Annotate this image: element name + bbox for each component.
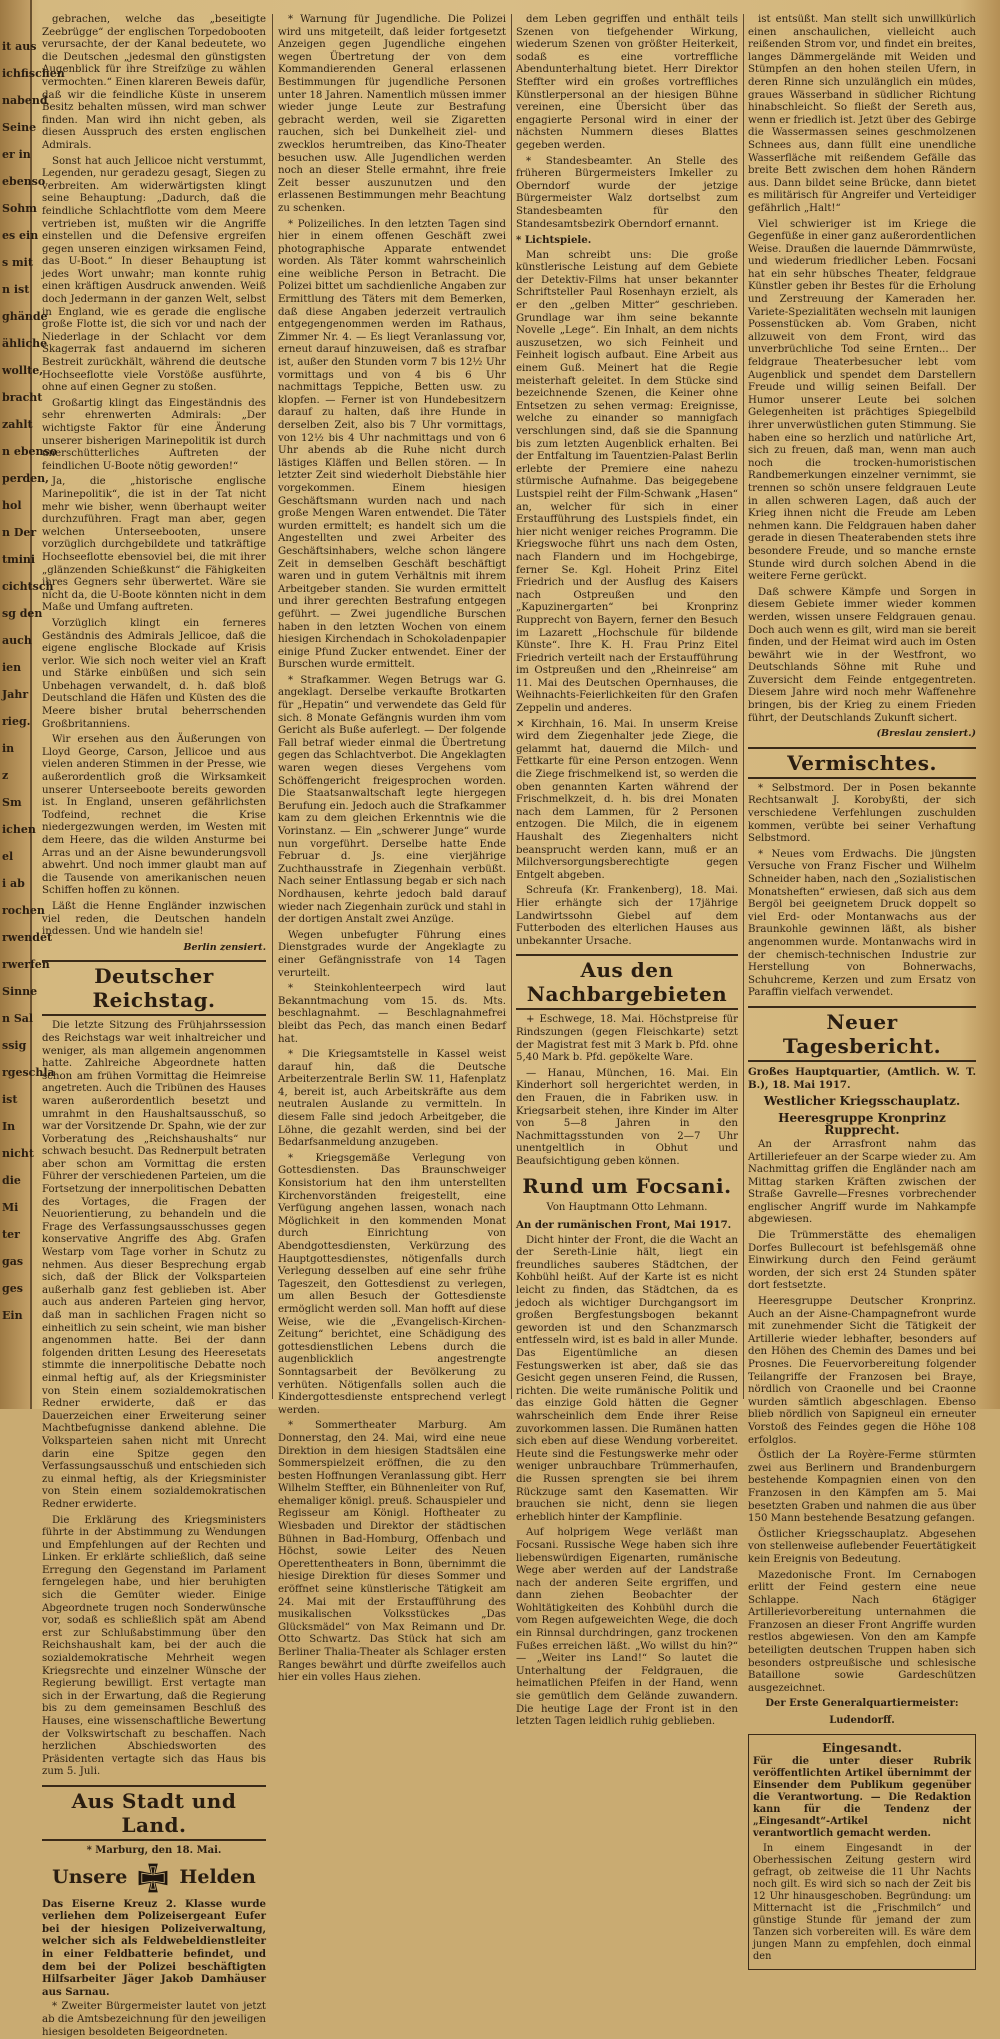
- gutter-fragment: n Sal: [2, 1012, 34, 1025]
- lichtspiele-heading: * Lichtspiele.: [516, 234, 592, 247]
- headline-vermischtes: Vermischtes.: [748, 747, 976, 779]
- gutter-fragment: es ein: [2, 229, 39, 242]
- gutter-fragment: nabend: [2, 94, 48, 107]
- article-paragraph: Sonst hat auch Jellicoe nicht verstummt, Legenden, nur geradezu gesagt, Siegen zu verbreiten. Am widerwärtigsten klingt seine Behauptung: „Dadurch, daß die feindliche Schlachtflotte vom dem Meere vertrieben ist, mußten wir die Angriffe einstellen und die Defensive ergreifen gegen unseren einzigen wirksamen Feind, das U-Boot.“ In dieser Behauptung ist jedes Wort unwahr; man konnte ruhig einen kräftigen Ausdruck anwenden. Weiß doch Jedermann in der ganzen Welt, selbst in England, wie es gerade die englische große Flotte ist, die sich vor und nach der Niederlage in der Schlacht vor dem Skagerrak fast andauernd im sicheren Bestreit zurückhält, während die deutsche Hochseeflotte viele Vorstöße ausführte, ohne auf einen Gegner zu stoßen.: [42, 155, 266, 394]
- local-news-paragraph: * Strafkammer. Wegen Betrugs war G. angeklagt. Derselbe verkaufte Brotkarten für „Hepatin“ und verwendete das Geld für sich. 8 Monate Gefängnis wurden ihm vom Gericht als Buße auferlegt. — Der folgende Fall betraf wieder einmal die Übertretung gegen das Schlachtverbot. Die Angeklagten waren wegen dieses Vergehens vom Schöffengericht freigesprochen worden. Die Staatsanwaltschaft legte hiergegen Berufung ein. Jedoch auch die Strafkammer kam zu dem gleichen Erkenntnis wie die Vorinstanz. — Ein „schwerer Junge“ wurde nun vorgeführt. Derselbe hatte Ende Februar d. Js. eine vierjährige Zuchthausstrafe in Ziegenhain verbüßt. Nach seiner Entlassung begab er sich nach Nordhausen, kehrte jedoch bald darauf wieder nach Ziegenhain zurück und stahl in der dortigen Anstalt zwei Anzüge.: [278, 674, 506, 926]
- gutter-fragment: ter: [2, 1228, 20, 1241]
- article-lichtspiele: Man schreibt uns: Die große künstlerische Leistung auf dem Gebiete der Detektiv-Films hat unser bekannter Schriftsteller Paul Rosenhayn erzielt, als er den „gelben Mitter“ geschrieben. Grundlage war ihm seine bekannte Novelle „Lege“. Ein Inhalt, an dem nichts auszusetzen, wo sich Feinheit und Feinheit logisch aufbaut. Eine Arbeit aus einem Guß. Meinert hat die Regie meisterhaft geleitet. In dem Stücke sind bezeichnende Szenen, die Keiner ohne Entsetzen zu sehen vermag: Ereignisse, welche zu einander so mannigfach verschlungen sind, daß sie die Spannung bis zum letzten Augenblick erhalten. Bei der Entfaltung im Tauentzien-Palast Berlin erlebte der Premiere eine nahezu stürmische Aufnahme. Das beigegebene Lustspiel reiht der Film-Schwank „Hasen“ an, welcher für sich in einer Erstaufführung des Lustspiels findet, ein hier nicht weniger reiches Programm. Die Kriegswoche führt uns nach dem Osten, nach Flandern und im Hochgebirge, ferner Se. Kgl. Hoheit Prinz Eitel Friedrich und der Ausflug des Kaisers nach Ostpreußen und den „Kapuzinergarten“ bei Kronprinz Rupprecht von Bayern, ferner den Besuch im Lazarett „Hochschule für bildende Künste“. Ihre K. H. Frau Prinz Eitel Friedrich verteilt nach der Erstaufführung im Ostpreußen und den „Rheinreise“ am 11. Mai des Deutschen Opernhauses, die Weihnachts-Feierlichkeiten für den Grafen Zeppelin und anderes.: [516, 249, 738, 715]
- signature-name: Ludendorff.: [829, 1715, 895, 1727]
- gutter-fragment: hol: [2, 499, 22, 512]
- gutter-fragment: nicht: [2, 1147, 34, 1160]
- gutter-fragment: Ein: [2, 1309, 23, 1322]
- gutter-fragment: auch: [2, 634, 32, 647]
- gutter-fragment: Sm: [2, 796, 22, 809]
- gutter-fragment: ghände: [2, 310, 48, 323]
- article-heroes: Das Eiserne Kreuz 2. Klasse wurde verliehen dem Polizeisergeant Eufer bei der hiesigen Polizeiverwaltung, welcher sich als Feldwebeldienstleiter in einer Feldbatterie befindet, und dem bei der Polizei beschäftigten Hilfsarbeiter Jäger Jakob Damhäuser aus Sarnau.: [42, 1897, 266, 1998]
- column-4: [748, 14, 976, 1962]
- article-paragraph: Daß schwere Kämpfe und Sorgen in diesem Gebiete immer wieder kommen werden, wissen unsere Feldgrauen genau. Doch auch wenn es gilt, wird man sie bereit finden, und der Heimat wird auch im Osten bewährt wie in der Westfront, wo Deutschlands Söhne mit Ruhe und Zuversicht dem Feinde entgegentreten. Diesem Jahre wird noch mehr Waffenehre bringen, bis der Krieg zu einem Frieden führt, der Deutschlands Zukunft sichert.: [748, 586, 976, 724]
- headline-nachbargebieten: Aus den Nachbargebieten: [516, 954, 738, 1010]
- gutter-fragment: in: [2, 742, 15, 755]
- article-paragraph: Vorzüglich klingt ein ferneres Geständnis des Admirals Jellicoe, daß die eigene englische Blockade auf Krisis verlor. Wie sich noch weiter viel an Kraft und Stärke einbüßen und sich sein Unbehagen verwandelt, d. h. daß bloß Deutschland die Häfen und Küsten des die Meere bisher brutal beherrschenden Großbritanniens.: [42, 617, 266, 730]
- gutter-fragment: Mi: [2, 1201, 19, 1214]
- signature-title: Der Erste Generalquartiermeister:: [765, 1698, 959, 1710]
- banner-word-left: Unsere: [52, 1866, 128, 1889]
- gutter-fragment: ebenso: [2, 175, 46, 188]
- gutter-fragment: sg den: [2, 607, 43, 620]
- local-news-paragraph: * Kriegsgemäße Verlegung von Gottesdiensten. Das Braunschweiger Konsistorium hat den ihm unterstellten Kirchenvorständen freigestellt, eine Verfügung angehen lassen, wonach nach Möglichkeit in den kommenden Monat durch Einrichtung von Abendgottesdiensten, Verkürzung des Hauptgottesdienstes, nötigenfalls durch Verlegung desselben auf eine sehr frühe Tageszeit, den Gottesdienst zu verlegen, um allen Besuch der Gottesdienste ermöglicht werden soll. Man hofft auf diese Weise, wie die „Evangelisch-Kirchen-Zeitung“ berichtet, eine Schädigung des gottesdienstlichen Lebens durch die augenblicklich angestrengte Sonntagsarbeit der Bevölkerung zu verhüten. Nötigenfalls sollen auch die Kindergottesdienste entsprechend verlegt werden.: [278, 1152, 506, 1416]
- war-report-paragraph: Die Trümmerstätte des ehemaligen Dorfes Bullecourt ist befehlsgemäß ohne Einwirkung durch den Feind geräumt worden, der sich erst 24 Stunden später dort festsetzte.: [748, 1230, 976, 1292]
- article-paragraph: ist entsüßt. Man stellt sich unwillkürlich einen anschaulichen, vielleicht auch reißenden Strom vor, und findet ein breites, langes Dämmergelände mit Weiden und Stümpfen an den hohen steilen Ufern, in deren Rinne sich unzulänglich ein müdes, graues Wässerband in südlicher Richtung hinabschleicht. So fließt der Sereth aus, wenn er friedlich ist. Jetzt über des Gebirge die Wassermassen seines geschmolzenen Schnees aus, dann füllt eine unendliche Wasserfläche mit reißendem Gefälle das breite Bett zwischen dem hohen Rändern aus. Dann bildet seine Brücke, dann bietet es militärisch für Angreifer und Verteidiger gefährlich „Halt!“: [748, 14, 976, 214]
- gutter-fragment: tmini: [2, 553, 36, 566]
- banner-word-right: Helden: [179, 1866, 256, 1889]
- dateline-marburg: * Marburg, den 18. Mai.: [86, 1844, 222, 1856]
- gutter-fragment: gas: [2, 1255, 24, 1268]
- column-rule: [511, 14, 512, 1399]
- war-report-paragraph: An der Arrasfront nahm das Artilleriefeuer an der Scarpe wieder zu. Am Nachmittag griffen die Engländer nach am Mittag starken Kräften zwischen der Straße Gavrelle—Fresnes vorbrechender englischer Angriff wurde im Nahkampfe abgewiesen.: [748, 1138, 976, 1226]
- gutter-fragment: rochen: [2, 904, 45, 917]
- local-news-paragraph: * Die Kriegsamtstelle in Kassel weist darauf hin, daß die Deutsche Arbeiterzentrale Berlin SW. 11, Hafenplatz 4, bereit ist, auch Arbeitskräfte aus dem neutralen Auslande zu vermitteln. In diesem Falle sind jedoch Arbeitgeber, die Löhne, die gezahlt werden, sind bei der Bedarfsanmeldung anzugeben.: [278, 1049, 506, 1149]
- gutter-fragment: rwendet: [2, 931, 53, 944]
- article-paragraph: Wir ersehen aus den Äußerungen von Lloyd George, Carson, Jellicoe und aus vielen anderen Stimmen in der Presse, wie außerordentlich groß die Wirksamkeit unserer Unterseeboote bereits geworden ist. In England, unseren gefährlichsten Todfeind, rechnet die Krise niedergezwungen werden, im Westen mit dem Heere, das die wilden Ansturme bei Arras und an der Aisne bewunderungsvoll abwehrt. Und noch immer glaubt man auf die Tausende von amerikanischen neuen Schiffen hoffen zu können.: [42, 734, 266, 897]
- war-report-paragraph: Östlich der La Royère-Ferme stürmten zwei aus Berlinern und Brandenburgern bestehende Kompagnien einen von den Franzosen in den Kämpfen am 5. Mai besetzten Graben und nahmen die aus über 150 Mann bestehende Besatzung gefangen.: [748, 1450, 976, 1525]
- article-paragraph: gebrachen, welche das „beseitigte Zeebrügge“ der englischen Torpedobooten verursachte, der der Kanal bedeutete, wo die Deutschen „jedesmal den günstigsten Augenblick für ihre Streifzüge zu wählen vermochten.“ Einen klareren Beweis dafür, daß wir die feindliche Küste in unserem Besitz behalten müssen, wird man schwer finden. Man wird ihn nicht geben, als diesen Ausspruch des ersten englischen Admirals.: [42, 14, 266, 151]
- gutter-fragment: bracht: [2, 391, 43, 404]
- gutter-fragment: rwerfen: [2, 958, 50, 971]
- censor-note: Berlin zensiert.: [183, 941, 266, 953]
- article-zweiter-buergermeister: * Zweiter Bürgermeister lautet von jetzt ab die Amtsbezeichnung für den jeweiligen hiesigen besoldeten Beigeordneten.: [42, 2001, 266, 2038]
- gutter-fragment: rieg.: [2, 715, 31, 728]
- gutter-fragment: ichen: [2, 823, 36, 836]
- gutter-fragment: Sohm: [2, 202, 37, 215]
- eingesandt-box: [748, 1734, 976, 1970]
- article-paragraph: Läßt die Henne Engländer inzwischen viel reden, die Deutschen handeln indessen. Und wie handeln sie!: [42, 900, 266, 938]
- gutter-fragment: perden,: [2, 472, 50, 485]
- iron-cross-icon: [137, 1862, 169, 1894]
- war-report-paragraph: Mazedonische Front. Im Cernabogen erlitt der Feind gestern eine neue Schlappe. Nach 6tägiger Artillerievorbereitung unternahmen die Franzosen an dieser Front Angriffe wurden restlos abgewiesen. Von den am Kampfe beteiligten deutschen Truppen haben sich besonders ostpreußische und schlesische Bataillone sowie Gardeschützen ausgezeichnet.: [748, 1569, 976, 1694]
- column-1: [42, 14, 266, 2038]
- focsani-paragraph: Dicht hinter der Front, die die Wacht an der Sereth-Linie hält, liegt ein freundliches sauberes Städtchen, der Kohbühl heißt. Auf der Karte ist es nicht leicht zu finden, das Städtchen, da es jedoch als wichtiger Durchgangsort im großen Bergfestungsbogen bekannt geworden ist und den Schanzmarsch entfesseln wird, ist es bald in aller Munde. Das Eigentümliche an diesen Festungswerken ist aber, daß sie das Gesicht gegen unseren Feind, die Russen, richten. Die weite rumänische Politik und das einzige Gold hätten die Gegner wahrscheinlich dem Ende ihrer Reise zuvorkommen lassen. Die Rumänen hatten sich eben auf diese Wendung vorbereitet. Heute sind die Festungswerke mehr oder weniger unbrauchbare Trümmerhaufen, die Russen sprengten sie bei ihrem Rückzuge samt den Kasematten. Wir brauchen sie nicht, denn sie liegen erheblich hinter der Kampflinie.: [516, 1234, 738, 1523]
- gutter-fragment: s mit: [2, 256, 33, 269]
- section-army-group: Heeresgruppe Kronprinz Rupprecht.: [778, 1110, 946, 1138]
- gutter-fragment: Seine: [2, 121, 37, 134]
- eingesandt-disclaimer: Für die unter dieser Rubrik veröffentlichten Artikel übernimmt der Einsender dem Publikum gegenüber die Verantwortung. — Die Redaktion kann für die Tendenz der „Eingesandt“-Artikel nicht verantwortlich gemacht werden.: [753, 1755, 971, 1839]
- gutter-fragment: cichtsch: [2, 580, 54, 593]
- left-page-edge: [0, 0, 65, 1409]
- local-news-paragraph: Wegen unbefugter Führung eines Dienstgrades wurde der Angeklagte zu einer Gefängnisstrafe von 14 Tagen verurteilt.: [278, 929, 506, 979]
- gutter-fragment: ichfischen: [2, 67, 65, 80]
- war-report-paragraph: Heeresgruppe Deutscher Kronprinz. Auch an der Aisne-Champagnefront wurde mit zunehmender Sicht die Tätigkeit der Artillerie wieder lebhafter, besonders auf den Höhen des Chemin des Dames und bei Prosnes. Die Feuervorbereitung folgender Teilangriffe der Franzosen bei Braye, nördlich von Craonelle und bei Craonne wurden sämtlich abgeschlagen. Ebenso blieb nördlich von Sapigneul ein erneuter Vorstoß des Feindes gegen die Höhe 108 erfolglos.: [748, 1296, 976, 1446]
- local-news-paragraph: * Sommertheater Marburg. Am Donnerstag, den 24. Mai, wird eine neue Direktion in dem hiesigen Stadtsälen eine Sommerspielzeit eröffnen, die zu den besten Hoffnungen Veranlassung gibt. Herr Wilhelm Steffter, ein Bühnenleiter von Ruf, ehemaliger königl. preuß. Schauspieler und Regisseur am Königl. Hoftheater zu Wiesbaden und Direktor der städtischen Bühnen in Bad-Homburg, Offenbach und Höchst, sowie Leiter des Neuen Operettentheaters in Bonn, übernimmt die hiesige Direktion für dieses Sommer und eröffnet seine künstlerische Tätigkeit am 24. Mai mit der Erstaufführung des musikalischen Volksstückes „Das Glücksmädel“ von Max Reimann und Dr. Otto Schwartz. Das Stück hat sich am Berliner Thalia-Theater als Schlager ersten Ranges bewährt und dürfte zweifellos auch hier ein volles Haus ziehen.: [278, 1420, 506, 1684]
- gutter-fragment: In: [2, 1120, 16, 1133]
- local-news-paragraph: * Steinkohlenteerpech wird laut Bekanntmachung vom 15. ds. Mts. beschlagnahmt. — Beschlagnahmefrei bleibt das Pech, das manch einen Bedarf hat.: [278, 983, 506, 1045]
- tagesbericht-dateline: Großes Hauptquartier, (Amtlich. W. T. B.), 18. Mai 1917.: [748, 1065, 976, 1091]
- gutter-fragment: er in: [2, 148, 31, 161]
- column-2: [278, 14, 506, 1684]
- focsani-paragraph: Auf holprigem Wege verläßt man Focsani. Russische Wege haben sich ihre liebenswürdigen Eigenarten, rumänische Wege aber werden auf der Landstraße nach der anderen Seite ergriffen, und dann ziehen Beobachter der Wohltätigkeiten des Kohbühl durch die vom Regen aufgeweichten Wege, die doch ein Rinnsal durchdringen, ganz trockenen Fußes erreichen läßt. „Wo willst du hin?“ — „Weiter ins Land!“ So lautet die Unterhaltung der Feldgrauen, die heimatlichen Pfeifen in der Hand, wenn sie gemütlich dem Gelände zuwandern. Die heutige Lage der Front ist in den letzten Tagen leidlich ruhig geblieben.: [516, 1527, 738, 1728]
- gutter-fragment: ist: [2, 1093, 18, 1106]
- censor-note-breslau: (Breslau zensiert.): [876, 728, 976, 740]
- gutter-fragment: el: [2, 850, 14, 863]
- gutter-fragment: ien: [2, 661, 22, 674]
- local-news-paragraph: * Warnung für Jugendliche. Die Polizei wird uns mitgeteilt, daß leider fortgesetzt Anzeigen gegen Jugendliche eingehen wegen Übertretung der von dem Kommandierenden General erlassenen Bestimmungen für jugendliche Personen unter 18 Jahren. Namentlich müssen immer wieder junge Leute zur Bestrafung gebracht werden, weil sie Zigaretten rauchen, sich bei Dunkelheit ziel- und zwecklos herumtreiben, das Kino-Theater besuchen usw. Alle Jugendlichen werden noch an dieser Stelle ermahnt, ihre freie Zeit besser auszunutzen und den erlassenen Bestimmungen mehr Beachtung zu schenken.: [278, 14, 506, 214]
- gutter-fragment: it aus: [2, 40, 37, 53]
- gutter-fragment: z: [2, 769, 9, 782]
- miscellany-paragraph: * Neues vom Erdwachs. Die jüngsten Versuche von Franz Fischer und Wilhelm Schneider haben, nach den „Sozialistischen Monatsheften“ erwiesen, daß sich aus dem Bergöl bei geeignetem Druck doppelt so viel Erd- oder Montanwachs aus der Braunkohle gewinnen läßt, als bisher angenommen wurde. Montanwachs wird in der chemisch-technischen Industrie zur Herstellung von Bohnerwachs, Schuhcreme, Kerzen und zum Ersatz von Paraffin vielfach verwendet.: [748, 848, 976, 999]
- article-paragraph: Großartig klingt das Eingeständnis des sehr ehrenwerten Admirals: „Der wichtigste Faktor für eine Änderung unserer bisherigen Marinepolitik ist durch unerschütterliches Auftreten der feindlichen U-Boote nötig geworden!“: [42, 397, 266, 472]
- gutter-fragment: ges: [2, 1282, 23, 1295]
- article-kirchhain: ✕ Kirchhain, 16. Mai. In unserm Kreise wird dem Ziegenhalter jede Ziege, die gelammt hat, dauernd die Milch- und Fettkarte für eine Person entzogen. Wenn die Ziege frischmelkend ist, so werden die oben genannten Karten während der Frischmelkzeit, d. h. bis drei Monaten nach dem Lammen, für 2 Personen entzogen. Die Milch, die in eigenem Haushalt des Ziegenhalters nicht beansprucht werden kann, muß er an Milchversorgungsberechtigte gegen Entgelt abgeben.: [516, 718, 738, 881]
- gutter-fragment: n ebenso: [2, 445, 58, 458]
- eingesandt-letter: In einem Eingesandt in der Oberhessischen Zeitung gestern wird gefragt, ob zeitweise die 11 Uhr Nachts noch gilt. Es wird sich so nach der Zeit bis 12 Uhr hinausgeschoben. Begründung: um Mitternacht ist die „Frischmilch“ und günstige Stunde für jemand der zum Tanzen sich vorbereiten will. Es wäre dem jungen Mann zu empfehlen, doch einmal den: [753, 1842, 971, 1962]
- article-schreufa: Schreufa (Kr. Frankenberg), 18. Mai. Hier erhängte sich der 17jährige Landwirtssohn Giebel auf dem Futterboden des elterlichen Hauses aus unbekannter Ursache.: [516, 885, 738, 947]
- gutter-fragment: n Der: [2, 526, 37, 539]
- headline-focsani: Rund um Focsani.: [522, 1174, 732, 1199]
- article-paragraph: Viel schwieriger ist im Kriege die Gegenfüße in einer ganz außerordentlichen Weise. Draußen die lauernde Dämmrwüste, und wiederum friedlicher Leben. Focsani hat ein sehr hübsches Theater, feldgraue Künstler geben ihr Bestes für die Erholung und Zerstreuung der Kameraden her. Variete-Spezialitäten wechseln mit launigen Possenstücken ab. Vom Graben, nicht allzuweit von dem Front, wird das unverbrüchliche Tod seine Ernten... Der feldgraue Theaterbesucher lebt vom Augenblick und spendet dem Darstellern Freude und willig seinen Beifall. Der Humor unserer Leute bei solchen Gelegenheiten ist prächtiges Spiegelbild ihrer unverwüstlichen guten Stimmung. Sie haben eine so herzlich und natürliche Art, sich zu freuen, daß man, wenn man auch noch die trocken-humoristischen Randbemerkungen einzelner vernimmt, sie trennen so schön unsere feldgrauen Leute in allen schweren Lagen, daß auch der Krieg ihnen nicht die Freude am Leben nehmen kann. Die Feldgrauen haben daher gerade in diesen Theaterabenden stets ihre besondere Freude, und so manche ernste Stunde wird durch solchen Abend in die weitere Ferne gerückt.: [748, 218, 976, 583]
- gutter-fragment: die: [2, 1174, 21, 1187]
- reichstag-paragraph: Die letzte Sitzung des Frühjahrssession des Reichstags war weit inhaltreicher und weniger, als man allgemein angenommen hatte. Zahlreiche Abgeordnete hatten schon am frühen Vormittag die Heimreise angetreten. Auch die Tribünen des Hauses waren außerordentlich besetzt und umrahmt in den Haushaltsausschuß, so war der Vorsitzende Dr. Spahn, wie der zur Vorberatung des „Reichshaushalts“ nur schwach besucht. Das Rednerpult betraten aber schon am Vormittag die ersten Führer der verschiedenen Parteien, um die Fortsetzung der innerpolitischen Debatten des Vortages, die Fragen der Neuorientierung, zu behandeln und die Frage des Verfassungsausschusses gegen konservative Angriffe des Abg. Grafen Westarp vom Tage vorher in Schutz zu nehmen. Aus dieser Besprechung ergab sich, daß der Blick der Volksparteien außerhalb ganz fest geblieben ist. Aber auch aus anderen Parteien ging hervor, daß man in sachlichen Fragen nicht so einheitlich zu sein scheint, wie man bisher angenommen hatte. Bei der dann folgenden dritten Lesung des Heeresetats stimmte die innerpolitische Debatte noch einmal heftig auf, als der Kriegsminister von Stein einem sozialdemokratischen Redner erwiderte, daß er das Dauerzeichen einer Erweiterung seiner Machtbefugnisse dankend ablehne. Die Volksparteien sahen nicht mit Unrecht darin eine Spitze gegen den Verfassungsausschuß und entschieden sich zu einmal heftig, als der Kriegsminister von Stein einem sozialdemokratischen Redner erwiderte.: [42, 1020, 266, 1510]
- miscellany-paragraph: * Selbstmord. Der in Posen bekannte Rechtsanwalt J. Korobyßti, der sich verschiedene Verfehlungen zuschulden kommen, verübte bei seiner Verhaftung Selbstmord.: [748, 782, 976, 845]
- gutter-fragment: ssig: [2, 1039, 27, 1052]
- gutter-fragment: i ab: [2, 877, 25, 890]
- article-eschwege: + Eschwege, 18. Mai. Höchstpreise für Rindszungen (gegen Fleischkarte) setzt der Magistrat fest mit 3 Mark b. Pfd. ohne 5,40 Mark b. Pfd. gepökelte Ware.: [516, 1014, 738, 1064]
- column-3: [516, 14, 738, 1728]
- gutter-fragment: n ist: [2, 283, 30, 296]
- column-rule: [272, 14, 273, 1399]
- war-report-paragraph: Östlicher Kriegsschauplatz. Abgesehen von stellenweise auflebender Feuertätigkeit kein Ereignis von Bedeutung.: [748, 1528, 976, 1565]
- section-western-front: Westlicher Kriegsschauplatz.: [763, 1094, 961, 1109]
- headline-stadt-und-land: Aus Stadt und Land.: [42, 1785, 266, 1841]
- byline-focsani: Von Hauptmann Otto Lehmann.: [546, 1202, 708, 1214]
- gutter-fragment: Sinne: [2, 985, 38, 998]
- gutter-fragment: zahlt: [2, 418, 33, 431]
- local-news-paragraph: * Polizeiliches. In den letzten Tagen sind hier in einem offenen Geschäft zwei photographische Apparate entwendet worden. Als Täter kommt wahrscheinlich eine weibliche Person in Betracht. Die Polizei bittet um sachdienliche Angaben zur Ermittlung des Täters mit dem Bemerken, daß diese Angaben jederzeit vertraulich entgegengenommen werden im Rathaus, Zimmer Nr. 4. — Es liegt Veranlassung vor, erneut darauf hinzuweisen, daß es strafbar ist, außer den Stunden vorm 7 bis 12½ Uhr vormittags und von 4 bis 6 Uhr nachmittags Teppiche, Betten usw. zu klopfen. — Ferner ist von Hundebesitzern darauf zu halten, daß ihre Hunde in derselben Zeit, also bis 7 Uhr vormittags, von 12½ bis 4 Uhr nachmittags und von 6 Uhr abends ab die Ruhe nicht durch lästiges Kläffen und Bellen stören. — In letzter Zeit sind wiederholt Diebstähle hier vorgekommen. Einem hiesigen Geschäftsmann wurden nach und nach große Mengen Waren entwendet. Die Täter wurden ermittelt; es handelt sich um die Angestellten und zwei Arbeiter des Geschäftsinhabers, welche schon längere Zeit in demselben Geschäft beschäftigt waren und in gutem Verhältnis mit ihrem Arbeitgeber standen. Sie wurden ermittelt und ihrer gerechten Bestrafung entgegen geführt. — Zwei jugendliche Burschen haben in den letzten Wochen von einem hiesigen Kirchendach in Schokoladenpapier einige Pfund Zucker entwendet. Einer der Burschen wurde ermittelt.: [278, 218, 506, 671]
- gutter-fragment: ähliche: [2, 337, 48, 350]
- dateline-focsani: An der rumänischen Front, Mai 1917.: [516, 1219, 732, 1232]
- headline-tagesbericht: Neuer Tagesbericht.: [748, 1006, 976, 1062]
- gutter-fragment: rgeschla: [2, 1066, 55, 1079]
- gutter-fragment: Jahr: [2, 688, 29, 701]
- headline-reichstag: Deutscher Reichstag.: [42, 960, 266, 1016]
- article-hanau: — Hanau, München, 16. Mai. Ein Kinderhort soll hergerichtet werden, in den Frauen, die in Fabriken usw. in Kriegsarbeit stehen, ihre Kinder im Alter von 5—8 Jahren in den Nachmittagsstunden von 2—7 Uhr unentgeltlich in Obhut und Beaufsichtigung geben können.: [516, 1067, 738, 1167]
- article-paragraph: dem Leben gegriffen und enthält teils Szenen von tiefgehender Wirkung, wiederum Szenen von größter Heiterkeit, sodaß es eine vortreffliche Abendunterhaltung bietet. Herr Direktor Steffter wird ein großes vortreffliches Künstlerpersonal an der hiesigen Bühne vereinen, eine Übersicht über das engagierte Personal wird in einer der nächsten Nummern dieses Blattes gegeben werden.: [516, 14, 738, 151]
- gutter-fragment: wollte,: [2, 364, 44, 377]
- headline-eingesandt: Eingesandt.: [822, 1740, 902, 1755]
- article-paragraph: Ja, die „historische englische Marinepolitik“, die ist in der Tat nicht mehr wie bisher, wenn überhaupt weiter durchzuführen. Fragt man aber, gegen welchen Unterseebooten, unsere vorzüglich durchgebildete und tatkräftige Hochseeflotte ebensoviel bei, die mit ihrer „glänzenden Schießkunst“ die Fähigkeiten ihres Gegners sehr überwertet. Wäre sie nicht da, die U-Boote könnten nicht in dem Maße und Umfang auftreten.: [42, 476, 266, 614]
- article-paragraph: * Standesbeamter. An Stelle des früheren Bürgermeisters Imkeller zu Oberndorf wurde der jetzige Bürgermeister Walz dortselbst zum Standesbeamten für den Standesamtsbezirk Oberndorf ernannt.: [516, 155, 738, 230]
- column-rule: [743, 14, 744, 1399]
- reichstag-paragraph: Die Erklärung des Kriegsministers führte in der Abstimmung zu Wendungen und Empfehlungen auf der Rechten und Linken. Er erklärte schließlich, daß seine Erregung den Gegenstand im Parlament ferngelegen habe, und hier beruhigten sich die Gemüter wieder. Einige Abgeordnete trugen noch Sonderwünsche vor, sodaß es schließlich spät am Abend erst zur Schlußabstimmung über den Reichshaushalt kam, bei der auch die sozialdemokratische Mehrheit wegen Kriegsrechte und einzelner Wünsche der Regierung bewilligt. Erst vertagte man sich in der Erwartung, daß die Regierung bis zu dem gemeinsamen Beschluß des Hauses, eine wissenschaftliche Bewertung der Volkswirtschaft zu beschaffen. Nach herzlichen Abschiedsworten des Präsidenten vertagte sich das Haus bis zum 5. Juli.: [42, 1514, 266, 1778]
- heroes-banner: [42, 1862, 266, 1894]
